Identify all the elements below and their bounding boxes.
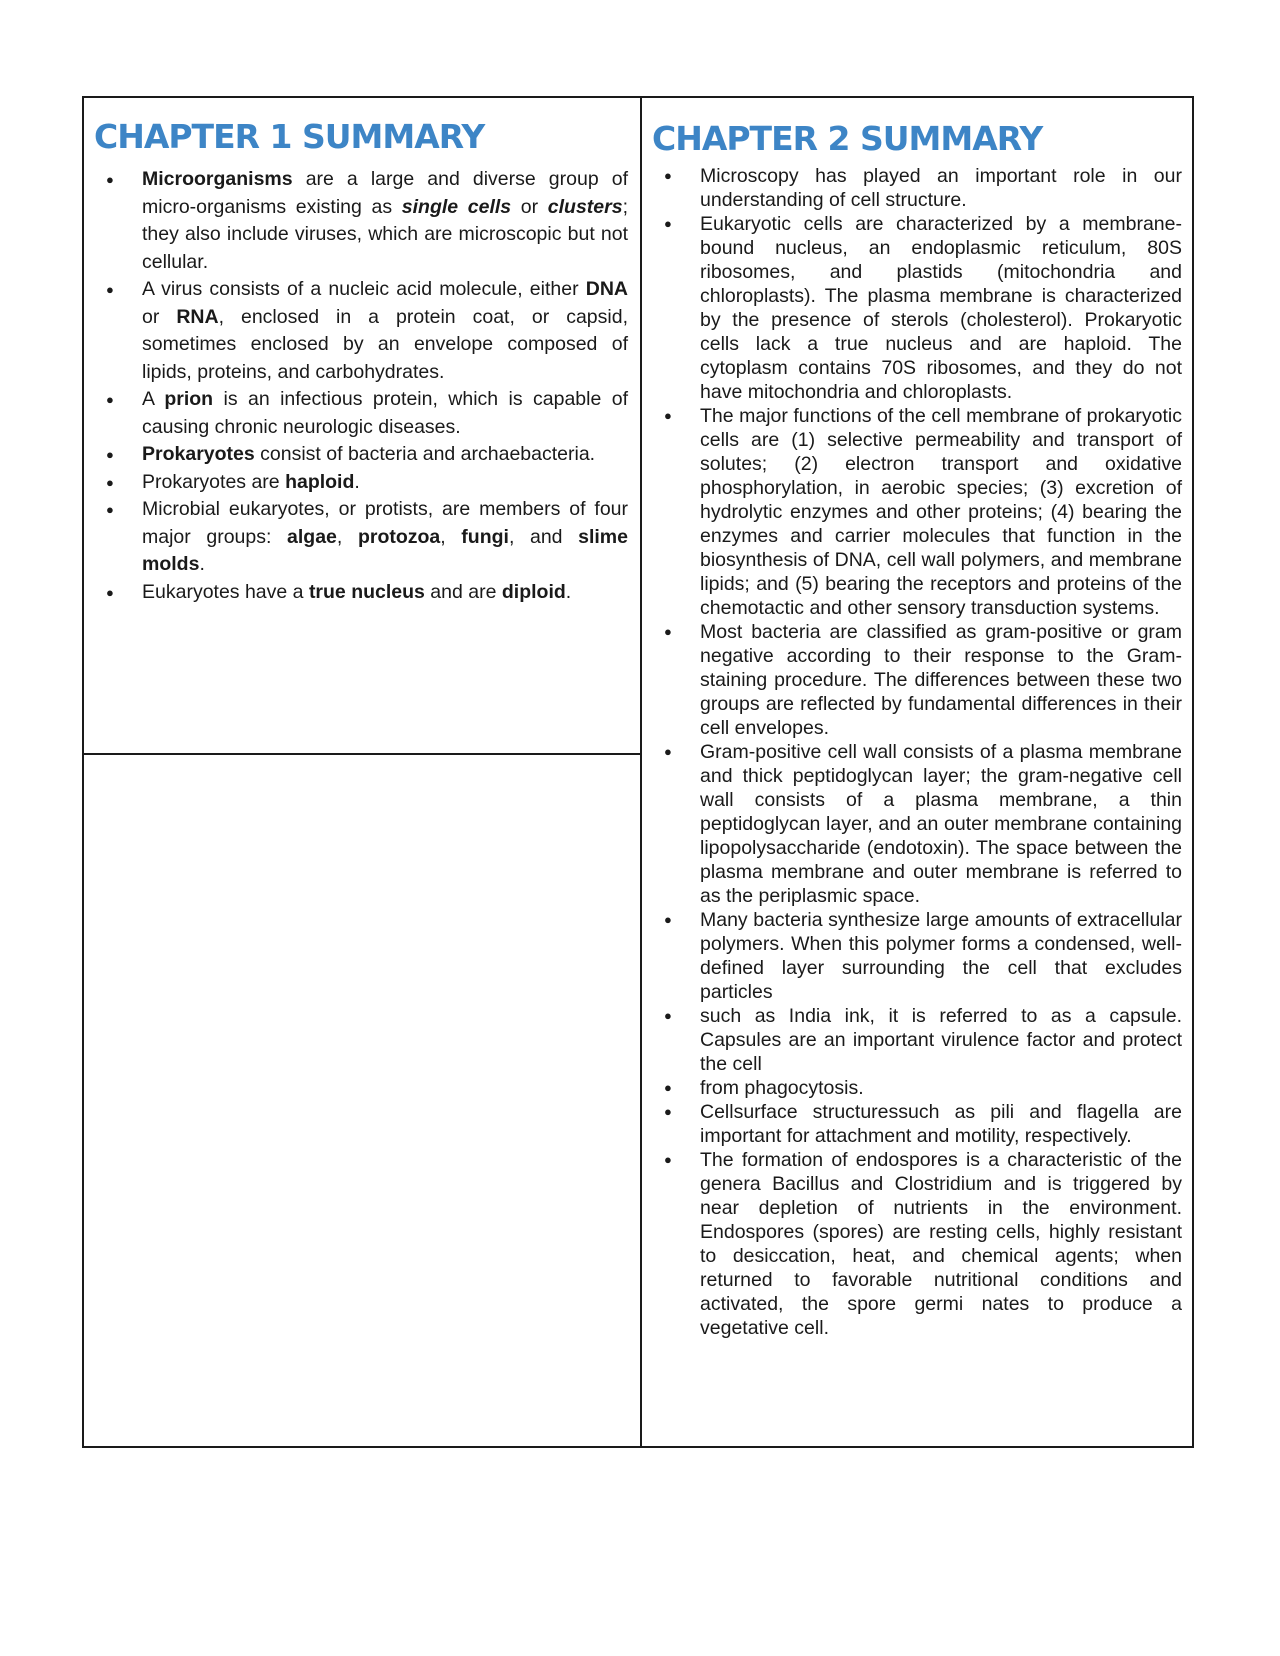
text-run: , and bbox=[508, 525, 579, 548]
text-run: ; they also include viruses, which are microscopic but not cellular. bbox=[142, 195, 628, 273]
text-run: consist of bacteria and archaebacteria. bbox=[254, 443, 596, 465]
text-run: . bbox=[565, 580, 572, 603]
text-run: Microbial eukaryotes, or protists, are members of four major groups: bbox=[142, 498, 628, 548]
text-run: . bbox=[199, 553, 205, 575]
chapter-1-cell bbox=[84, 98, 640, 606]
bold-term: true nucleus bbox=[308, 580, 425, 603]
list-item: ● Many bacteria synthesize large amounts of extracellular polymers. When this polymer forms a condensed, well-defined layer surrounding the cell that excludes particles bbox=[652, 908, 1182, 1004]
bold-term: RNA bbox=[176, 305, 219, 328]
list-item bbox=[94, 386, 628, 441]
list-item: ● Gram-positive cell wall consists of a plasma membrane and thick peptidoglycan layer; the gram-negative cell wall consists of a plasma membrane, a thin peptidoglycan layer, and an outer membrane containing lipopolysaccharide (endotoxin). The space between the plasma membrane and outer membrane is referred to as the periplasmic space. bbox=[652, 740, 1182, 908]
bold-term: DNA bbox=[585, 278, 628, 300]
text-run: and are bbox=[424, 580, 502, 603]
bold-italic-term: single cells bbox=[401, 195, 512, 218]
bold-term: Microorganisms bbox=[142, 168, 293, 190]
bold-term: prion bbox=[164, 388, 214, 410]
bold-term: haploid bbox=[285, 470, 355, 493]
list-item: ● Eukaryotic cells are characterized by a membrane-bound nucleus, an endoplasmic reticulum, 80S ribosomes, and plastids (mitochondria and chloroplasts). The plasma membrane is characterized by the presence of sterols (cholesterol). Prokaryotic cells lack a true nucleus and are haploid. The cytoplasm contains 70S ribosomes, and they do not have mitochondria and chloroplasts. bbox=[652, 212, 1182, 404]
list-item: ● The formation of endospores is a characteristic of the genera Bacillus and Clostridium and is triggered by near depletion of nutrients in the environment. Endospores (spores) are resting cells, highly resistant to desiccation, heat, and chemical agents; when returned to favorable nutritional conditions and activated, the spore germi nates to produce a vegetative cell. bbox=[652, 1148, 1182, 1340]
text-run: A bbox=[142, 388, 165, 410]
summary-table bbox=[82, 96, 1194, 1448]
text-run: are a large and diverse group of micro-organisms existing as bbox=[142, 168, 628, 218]
text-run: A virus consists of a nucleic acid molecule, either bbox=[142, 278, 586, 300]
list-item: ● Cellsurface structuressuch as pili and flagella are important for attachment and motility, respectively. bbox=[652, 1100, 1182, 1148]
text-run: or bbox=[142, 305, 177, 328]
text-run: is an infectious protein, which is capable of causing chronic neurologic diseases. bbox=[142, 388, 628, 438]
list-item bbox=[94, 276, 628, 386]
chapter-2-list bbox=[652, 164, 1182, 1340]
row-divider bbox=[84, 753, 640, 755]
chapter-2-cell bbox=[642, 98, 1194, 1340]
list-item: ● Most bacteria are classified as gram-positive or gram negative according to their response to the Gram-staining procedure. The differences between these two groups are reflected by fundamental differences in their cell envelopes. bbox=[652, 620, 1182, 740]
list-item bbox=[94, 579, 628, 607]
text-run: . bbox=[354, 470, 360, 493]
chapter-2-title: CHAPTER 2 SUMMARY bbox=[652, 119, 1043, 158]
bold-term: diploid bbox=[501, 580, 566, 603]
text-run: , enclosed in a protein coat, or capsid, sometimes enclosed by an envelope composed of lipids, proteins, and carbohydrates. bbox=[142, 305, 628, 383]
list-item: ● Microscopy has played an important role in our understanding of cell structure. bbox=[652, 164, 1182, 212]
list-item bbox=[94, 166, 628, 276]
list-item: ● such as India ink, it is referred to as a capsule. Capsules are an important virulence factor and protect the cell bbox=[652, 1004, 1182, 1076]
bold-term: fungi bbox=[461, 525, 509, 548]
text-run: , bbox=[336, 525, 358, 548]
list-item: ● from phagocytosis. bbox=[652, 1076, 1182, 1100]
text-run: , bbox=[440, 525, 462, 548]
bold-italic-term: clusters bbox=[547, 195, 623, 218]
text-run: or bbox=[511, 195, 548, 218]
chapter-1-title: CHAPTER 1 SUMMARY bbox=[94, 117, 485, 156]
list-item bbox=[94, 441, 628, 469]
list-item bbox=[94, 496, 628, 579]
chapter-1-list bbox=[94, 166, 628, 606]
bold-term: protozoa bbox=[357, 525, 441, 548]
bold-term: slime molds bbox=[142, 525, 628, 575]
list-item bbox=[94, 469, 628, 497]
text-run: Prokaryotes are bbox=[142, 470, 286, 493]
list-item: ● The major functions of the cell membrane of prokaryotic cells are (1) selective permeability and transport of solutes; (2) electron transport and oxidative phosphorylation, in aerobic species; (3) excretion of hydrolytic enzymes and other proteins; (4) bearing the enzymes and carrier molecules that function in the biosynthesis of DNA, cell wall polymers, and membrane lipids; and (5) bearing the receptors and proteins of the chemotactic and other sensory transduction systems. bbox=[652, 404, 1182, 620]
bold-term: Prokaryotes bbox=[142, 443, 255, 465]
bold-term: algae bbox=[287, 525, 337, 548]
text-run: Eukaryotes have a bbox=[142, 580, 309, 603]
